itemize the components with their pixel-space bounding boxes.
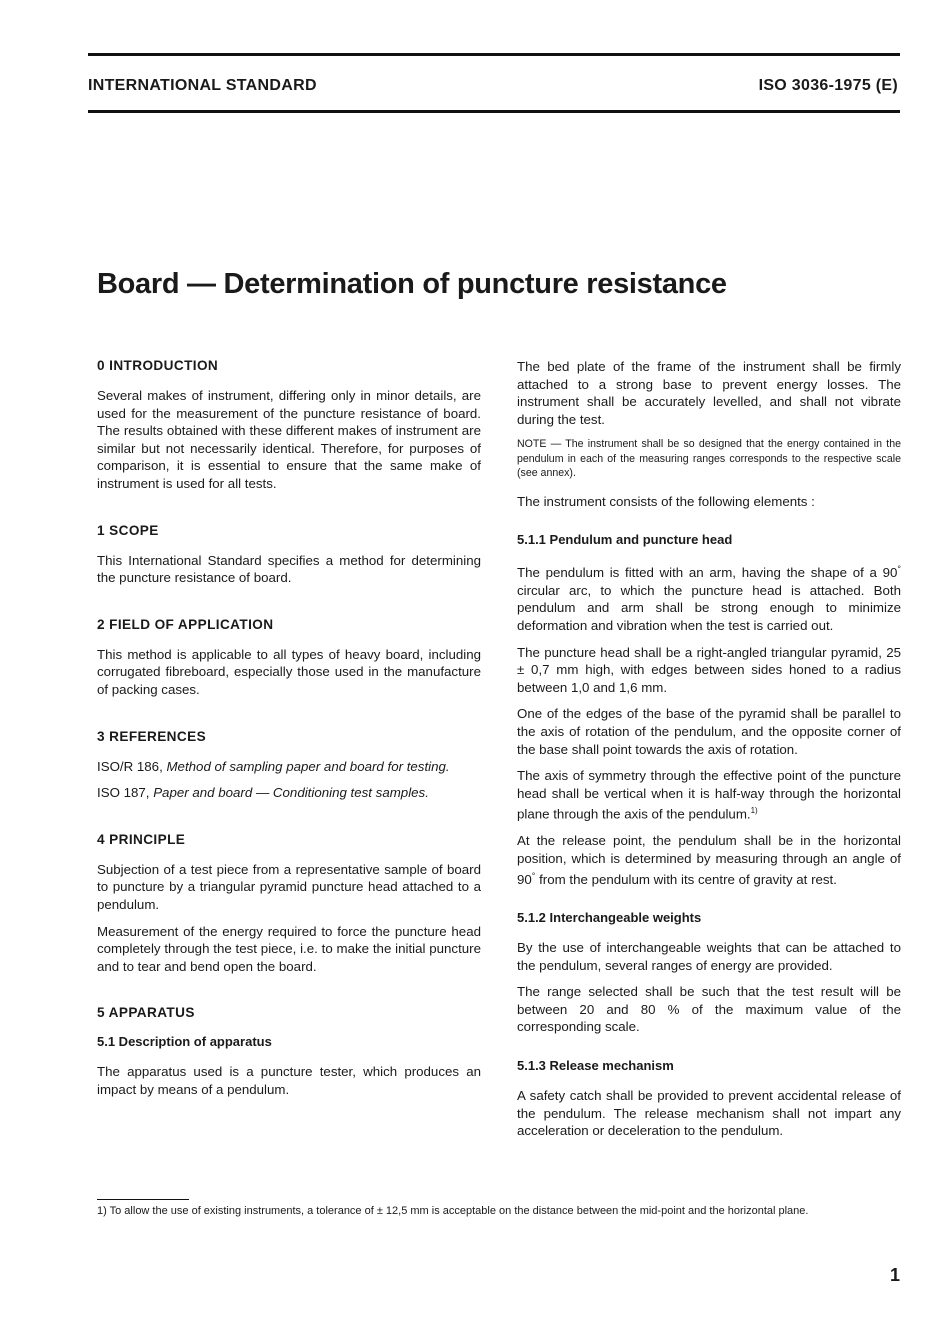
pendulum-text-1a: The pendulum is fitted with an arm, having the shape of a 90	[517, 565, 898, 581]
field-text: This method is applicable to all types of heavy board, including corrugated fibreboard, especially those used in the manufacture of packing cases.	[97, 646, 481, 697]
apparatus-text-2: The bed plate of the frame of the instrument shall be firmly attached to a strong base to prevent energy losses. The instrument shall be accurately levelled, and shall not vibrate during the test.	[517, 359, 901, 427]
pendulum-text-1	[517, 561, 901, 634]
pendulum-text-4-body: The axis of symmetry through the effective point of the puncture head shall be vertical when it is half-way through the horizontal plane through the axis of the pendulum.	[517, 768, 901, 822]
footnote-reference: 1)	[750, 806, 758, 816]
weights-heading: 5.1.2 Interchangeable weights	[517, 910, 702, 926]
pendulum-heading: 5.1.1 Pendulum and puncture head	[517, 532, 733, 548]
apparatus-heading: 5 APPARATUS	[97, 1005, 195, 1021]
header-top-rule	[88, 53, 900, 56]
apparatus-text-3: The instrument consists of the following elements :	[517, 493, 815, 509]
pendulum-text-1b: circular arc, to which the puncture head is attached. Both pendulum and arm shall be strong enough to minimize deformation and vibration when the test is carried out.	[517, 582, 901, 633]
introduction-heading: 0 INTRODUCTION	[97, 358, 219, 373]
weights-text-1: By the use of interchangeable weights that can be attached to the pendulum, several ranges of energy are provided.	[517, 940, 901, 973]
pendulum-text-4	[517, 767, 901, 823]
reference-iso-r-186	[97, 758, 481, 776]
header-standard-label: INTERNATIONAL STANDARD	[88, 77, 317, 94]
pendulum-text-5b: from the pendulum with its centre of gravity at rest.	[535, 871, 837, 887]
header-bottom-rule	[88, 110, 900, 113]
pendulum-text-5	[517, 832, 901, 888]
release-text-1: A safety catch shall be provided to prevent accidental release of the pendulum. The release mechanism shall not impart any acceleration or deceleration to the pendulum.	[517, 1088, 901, 1139]
footnote: 1) To allow the use of existing instruments, a tolerance of ± 12,5 mm is acceptable on the distance between the mid-point and the horizontal plane.	[97, 1205, 809, 1217]
page-number: 1	[889, 1265, 900, 1285]
field-heading: 2 FIELD OF APPLICATION	[97, 616, 274, 632]
principle-text-2: Measurement of the energy required to force the puncture head completely through the test piece, i.e. to make the initial puncture and to tear and bend open the board.	[97, 923, 481, 974]
document-title: Board — Determination of puncture resistance	[97, 268, 727, 300]
reference-title: Method of sampling paper and board for testing.	[166, 758, 450, 774]
degree-sign: °	[531, 870, 536, 881]
scope-heading: 1 SCOPE	[97, 522, 159, 538]
scope-text: This International Standard specifies a method for determining the puncture resistance of board.	[97, 552, 481, 586]
reference-title: Paper and board — Conditioning test samples.	[153, 785, 429, 801]
reference-code: ISO 187,	[97, 785, 150, 801]
left-column	[97, 358, 481, 1107]
references-heading: 3 REFERENCES	[97, 728, 207, 744]
reference-iso-187	[97, 784, 481, 802]
pendulum-text-5a: At the release point, the pendulum shall be in the horizontal position, which is determined by measuring through an angle of 90	[517, 833, 901, 887]
apparatus-note: NOTE — The instrument shall be so designed that the energy contained in the pendulum in each of the measuring ranges corresponds to the respective scale (see annex).	[517, 438, 901, 480]
pendulum-text-3: One of the edges of the base of the pyramid shall be parallel to the axis of rotation of the pendulum, and the opposite corner of the base shall point towards the axis of rotation.	[517, 706, 901, 757]
pendulum-text-2: The puncture head shall be a right-angled triangular pyramid, 25 ± 0,7 mm high, with edges between sides honed to a radius between 1,0 and 1,6 mm.	[517, 644, 901, 695]
weights-text-2: The range selected shall be such that the test result will be between 20 and 80 % of the maximum value of the corresponding scale.	[517, 984, 901, 1035]
principle-text-1: Subjection of a test piece from a representative sample of board to puncture by a triangular pyramid puncture head attached to a pendulum.	[97, 861, 481, 912]
header-document-number: ISO 3036-1975 (E)	[758, 77, 898, 94]
release-heading: 5.1.3 Release mechanism	[517, 1058, 674, 1074]
reference-code: ISO/R 186,	[97, 758, 163, 774]
apparatus-text-1: The apparatus used is a puncture tester, which produces an impact by means of a pendulum.	[97, 1064, 481, 1097]
principle-heading: 4 PRINCIPLE	[97, 831, 186, 847]
apparatus-subheading: 5.1 Description of apparatus	[97, 1034, 272, 1050]
introduction-text: Several makes of instrument, differing only in minor details, are used for the measurement of the puncture resistance of board. The results obtained with these different makes of instrument are similar but not necessarily identical. Therefore, for purposes of comparison, it is essential to ensure that the same make of instrument is used for all tests.	[97, 388, 481, 491]
footnote-rule	[97, 1199, 189, 1200]
degree-sign: °	[897, 564, 901, 575]
right-column	[517, 358, 901, 1149]
